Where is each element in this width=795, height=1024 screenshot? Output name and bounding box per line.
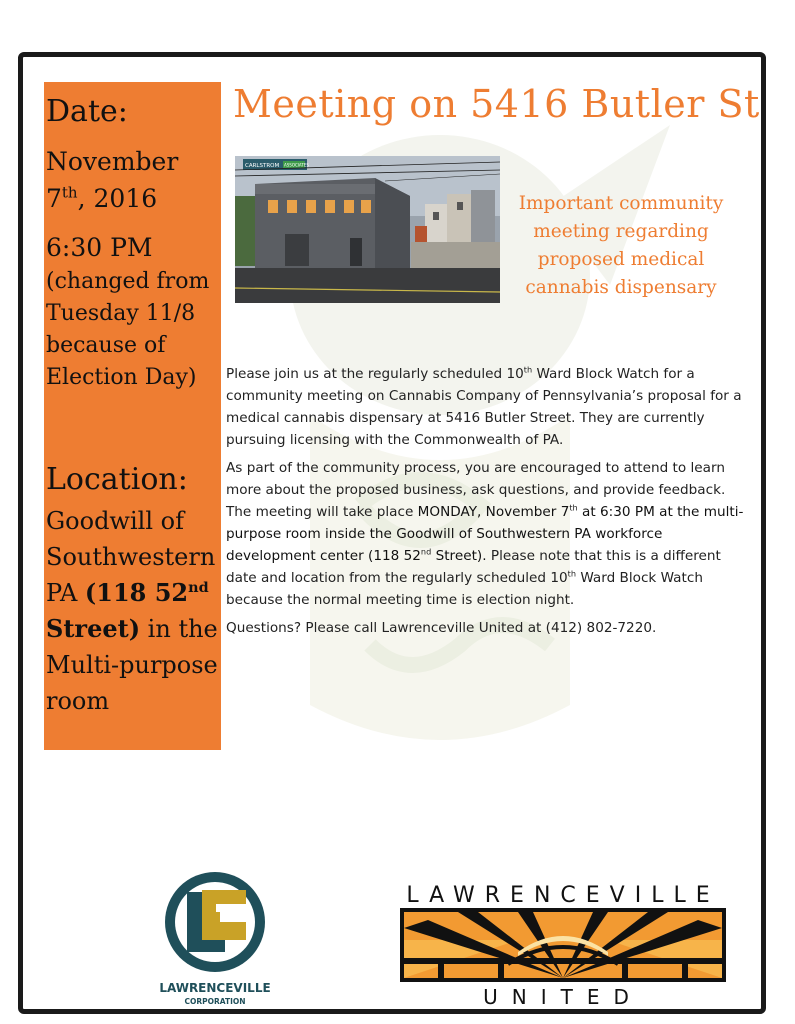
- lu-logo-top: LAWRENCEVILLE: [406, 883, 720, 908]
- date-label: Date:: [46, 94, 128, 129]
- building-photo: [235, 156, 500, 303]
- meeting-time: 6:30 PM: [46, 233, 153, 262]
- lu-logo-bottom: UNITED: [483, 985, 643, 1008]
- lc-logo-line2: CORPORATION: [184, 997, 246, 1006]
- lawrenceville-united-logo: [398, 880, 728, 1008]
- date-day-year: 7th, 2016: [46, 183, 158, 213]
- change-note: (changed from Tuesday 11/8 because of Election Day): [46, 269, 210, 390]
- location-details: Goodwill of Southwestern PA (118 52nd Street) in the Multi-purpose room: [46, 507, 218, 715]
- date-month: November: [46, 147, 179, 176]
- location-label: Location:: [46, 462, 188, 497]
- meeting-description: [226, 363, 746, 645]
- sign-left-text: CARLSTROM: [245, 163, 280, 169]
- meeting-subtitle: Important community meeting regarding proposed medical cannabis dispensary: [518, 193, 724, 298]
- paragraph-invitation: Please join us at the regularly scheduled 10th Ward Block Watch for a community meeting on Cannabis Company of Pennsylvania’s proposal for a medical cannabis dispensary at 5416 Butler Street. They are currently pursuing licensing with the Commonwealth of PA.: [226, 364, 742, 448]
- lc-logo-line1: LAWRENCEVILLE: [159, 981, 271, 995]
- sign-right-text: ASSOCIATES: [284, 162, 309, 168]
- paragraph-details: As part of the community process, you are encouraged to attend to learn more about the proposed business, ask questions, and provide feedback. The meeting will take place MONDAY, November 7th at 6:30 PM at the multi-purpose room inside the Goodwill of Southwestern PA workforce development center (118 52nd Street). Please note that this is a different date and location from the regularly scheduled 10th Ward Block Watch because the normal meeting time is election night.: [226, 460, 744, 608]
- event-details-sidebar: [44, 82, 221, 750]
- lawrenceville-corporation-logo: [150, 870, 280, 1010]
- paragraph-questions: Questions? Please call Lawrenceville United at (412) 802-7220.: [226, 620, 657, 636]
- page-title: Meeting on 5416 Butler St: [233, 82, 760, 126]
